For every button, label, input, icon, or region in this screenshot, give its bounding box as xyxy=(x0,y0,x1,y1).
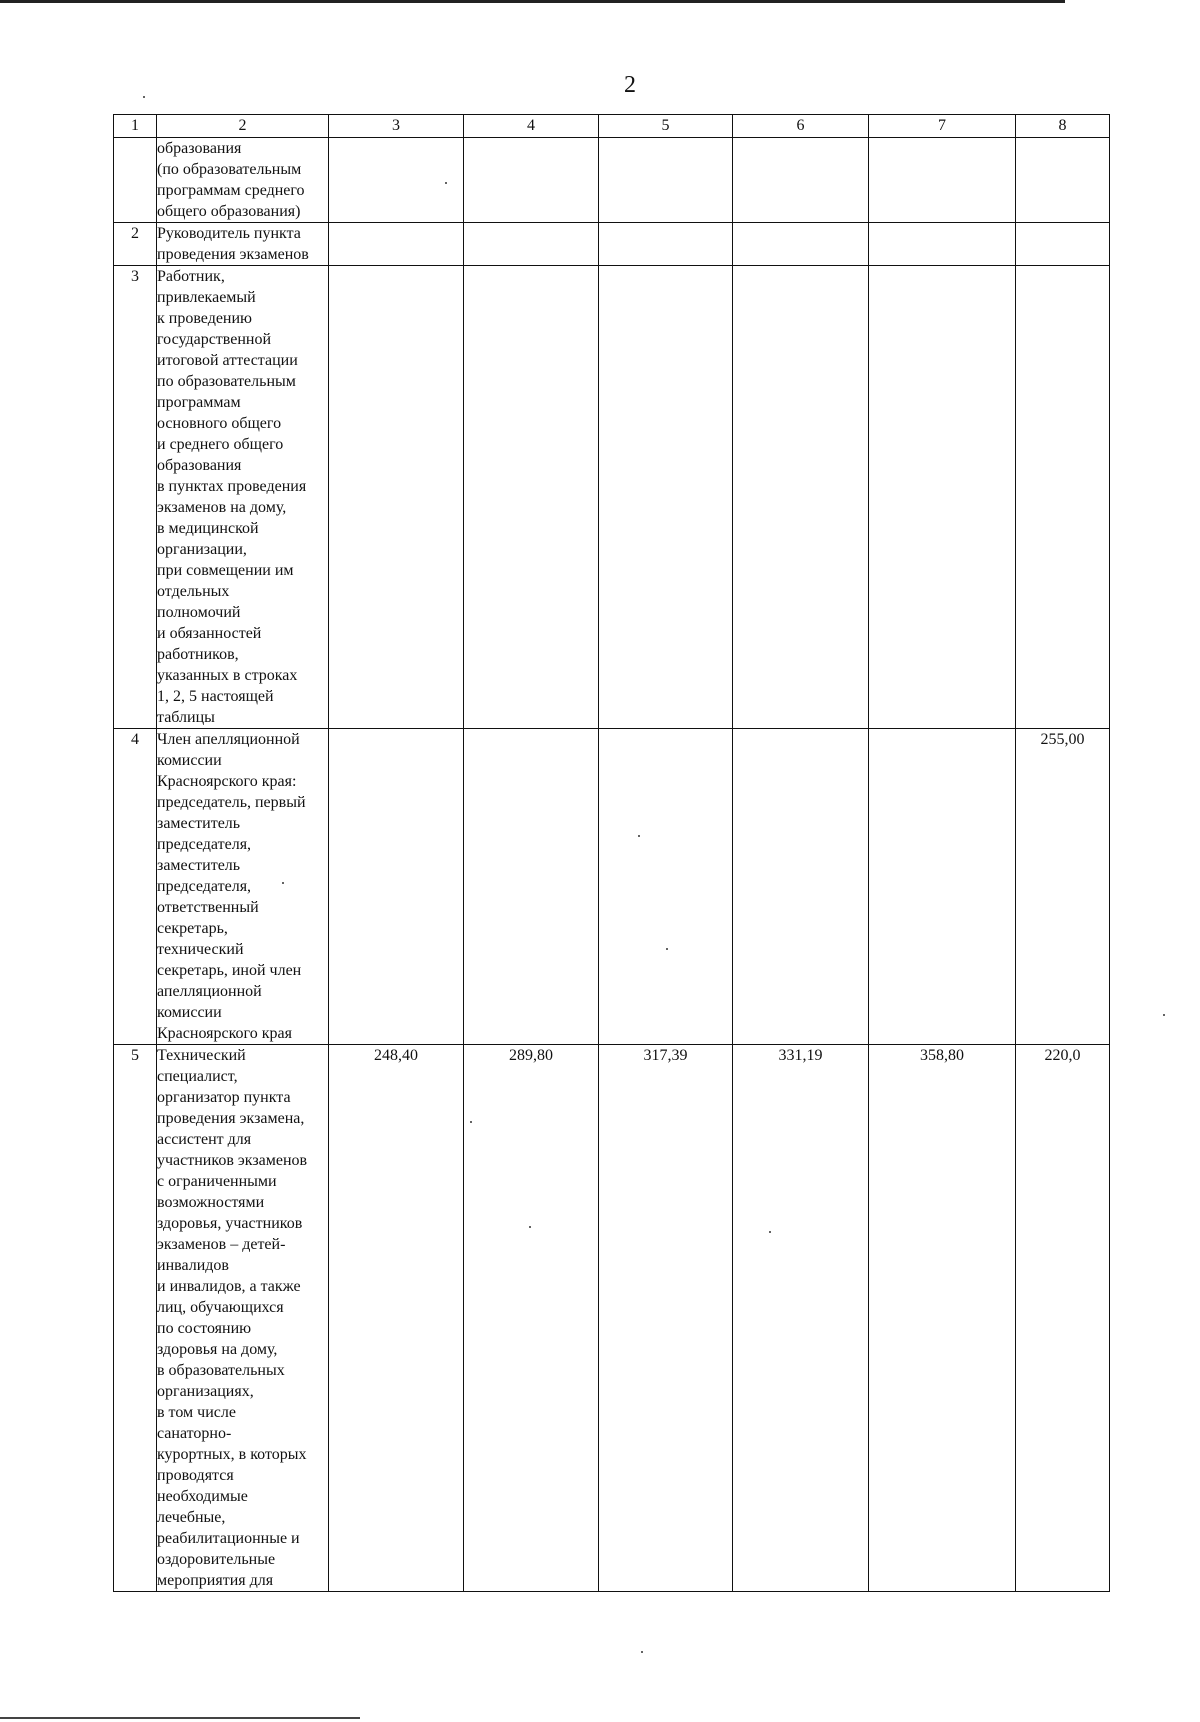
rate-cell-col-5: 317,39 xyxy=(599,1045,733,1592)
rate-cell-col-5 xyxy=(599,729,733,1045)
column-header: 8 xyxy=(1016,115,1110,138)
rate-cell-col-3: 248,40 xyxy=(329,1045,464,1592)
row-number: 2 xyxy=(114,223,157,266)
table-row xyxy=(114,1045,1110,1592)
position-name-line: мероприятия для xyxy=(157,1572,274,1589)
rate-cell-col-6 xyxy=(733,729,869,1045)
position-name-line: комиссии xyxy=(157,752,222,769)
row-number: 4 xyxy=(114,729,157,1045)
scan-top-rule xyxy=(0,0,1065,3)
position-name-line: необходимые xyxy=(157,1488,248,1505)
scan-speck xyxy=(1163,1014,1165,1016)
position-name xyxy=(157,223,329,266)
position-name xyxy=(157,266,329,729)
position-name-line: здоровья на дому, xyxy=(157,1341,278,1358)
position-name-line: проведения экзаменов xyxy=(157,246,309,263)
scan-bottom-rule xyxy=(0,1717,360,1719)
position-name-line: ассистент для xyxy=(157,1131,252,1148)
rate-cell-col-3 xyxy=(329,266,464,729)
position-name-line: специалист, xyxy=(157,1068,238,1085)
position-name-line: организатор пункта xyxy=(157,1089,291,1106)
position-name-line: программам xyxy=(157,394,241,411)
column-header: 4 xyxy=(464,115,599,138)
rate-cell-col-4 xyxy=(464,729,599,1045)
rate-cell-col-5 xyxy=(599,223,733,266)
position-name xyxy=(157,729,329,1045)
position-name-line: участников экзаменов xyxy=(157,1152,308,1169)
position-name-line: инвалидов xyxy=(157,1257,229,1274)
page-number: 2 xyxy=(624,72,636,98)
column-header: 5 xyxy=(599,115,733,138)
position-name-line: указанных в строках xyxy=(157,667,298,684)
position-name-line: секретарь, xyxy=(157,920,228,937)
position-name-line: председатель, первый xyxy=(157,794,306,811)
row-number xyxy=(114,138,157,223)
position-name-line: курортных, в которых xyxy=(157,1446,307,1463)
position-name-line: в медицинской xyxy=(157,520,259,537)
position-name xyxy=(157,138,329,223)
rate-cell-col-8 xyxy=(1016,266,1110,729)
position-name-line: Руководитель пункта xyxy=(157,225,301,242)
position-name-line: в том числе xyxy=(157,1404,236,1421)
table-row xyxy=(114,223,1110,266)
rate-cell-col-4 xyxy=(464,138,599,223)
position-name-line: организациях, xyxy=(157,1383,254,1400)
table-body xyxy=(114,138,1110,1592)
rates-table xyxy=(113,114,1110,1592)
column-header: 2 xyxy=(157,115,329,138)
position-name-line: с ограниченными xyxy=(157,1173,277,1190)
rate-cell-col-4 xyxy=(464,223,599,266)
position-name-line: по состоянию xyxy=(157,1320,252,1337)
position-name-line: проведения экзамена, xyxy=(157,1110,305,1127)
position-name-line: оздоровительные xyxy=(157,1551,276,1568)
position-name-line: экзаменов на дому, xyxy=(157,499,287,516)
scan-speck xyxy=(641,1651,643,1653)
position-name-line: по образовательным xyxy=(157,373,296,390)
position-name-line: заместитель xyxy=(157,815,241,832)
position-name-line: возможностями xyxy=(157,1194,265,1211)
position-name-line: технический xyxy=(157,941,244,958)
position-name-line: полномочий xyxy=(157,604,241,621)
rate-cell-col-7 xyxy=(869,729,1016,1045)
position-name-line: при совмещении им xyxy=(157,562,294,579)
position-name-line: апелляционной xyxy=(157,983,262,1000)
rate-cell-col-3 xyxy=(329,138,464,223)
position-name-line: санаторно- xyxy=(157,1425,232,1442)
position-name-line: и обязанностей xyxy=(157,625,262,642)
position-name-line: в образовательных xyxy=(157,1362,285,1379)
position-name-line: экзаменов – детей- xyxy=(157,1236,286,1253)
position-name-line: работников, xyxy=(157,646,239,663)
rate-cell-col-8: 255,00 xyxy=(1016,729,1110,1045)
position-name-line: программам среднего xyxy=(157,182,305,199)
rate-cell-col-7: 358,80 xyxy=(869,1045,1016,1592)
rate-cell-col-6 xyxy=(733,138,869,223)
rate-cell-col-7 xyxy=(869,266,1016,729)
scan-speck xyxy=(143,96,145,98)
column-header: 1 xyxy=(114,115,157,138)
position-name-line: Красноярского края xyxy=(157,1025,292,1042)
position-name-line: Красноярского края: xyxy=(157,773,297,790)
position-name-line: общего образования) xyxy=(157,203,301,220)
rate-cell-col-8 xyxy=(1016,223,1110,266)
position-name-line: Работник, xyxy=(157,268,225,285)
position-name-line: заместитель xyxy=(157,857,241,874)
position-name-line: и среднего общего xyxy=(157,436,284,453)
column-header: 7 xyxy=(869,115,1016,138)
rate-cell-col-8: 220,0 xyxy=(1016,1045,1110,1592)
position-name-line: образования xyxy=(157,457,242,474)
rate-cell-col-6 xyxy=(733,266,869,729)
column-header: 6 xyxy=(733,115,869,138)
position-name-line: основного общего xyxy=(157,415,282,432)
rate-cell-col-6 xyxy=(733,223,869,266)
table-row xyxy=(114,266,1110,729)
header-row xyxy=(114,115,1110,138)
rate-cell-col-8 xyxy=(1016,138,1110,223)
position-name-line: реабилитационные и xyxy=(157,1530,300,1547)
position-name-line: к проведению xyxy=(157,310,253,327)
row-number: 5 xyxy=(114,1045,157,1592)
position-name-line: проводятся xyxy=(157,1467,234,1484)
column-header: 3 xyxy=(329,115,464,138)
rate-cell-col-7 xyxy=(869,138,1016,223)
position-name-line: председателя, xyxy=(157,878,252,895)
position-name-line: (по образовательным xyxy=(157,161,302,178)
position-name-line: государственной xyxy=(157,331,272,348)
position-name-line: председателя, xyxy=(157,836,252,853)
position-name-line: таблицы xyxy=(157,709,215,726)
position-name-line: лиц, обучающихся xyxy=(157,1299,284,1316)
rate-cell-col-5 xyxy=(599,266,733,729)
table-row xyxy=(114,138,1110,223)
rate-cell-col-3 xyxy=(329,223,464,266)
position-name-line: отдельных xyxy=(157,583,230,600)
position-name-line: и инвалидов, а также xyxy=(157,1278,301,1295)
table-row xyxy=(114,729,1110,1045)
position-name-line: секретарь, иной член xyxy=(157,962,302,979)
rate-cell-col-6: 331,19 xyxy=(733,1045,869,1592)
position-name-line: лечебные, xyxy=(157,1509,226,1526)
position-name-line: здоровья, участников xyxy=(157,1215,303,1232)
position-name-line: ответственный xyxy=(157,899,259,916)
rate-cell-col-5 xyxy=(599,138,733,223)
position-name xyxy=(157,1045,329,1592)
rate-cell-col-4: 289,80 xyxy=(464,1045,599,1592)
position-name-line: Член апелляционной xyxy=(157,731,300,748)
position-name-line: образования xyxy=(157,140,242,157)
position-name-line: организации, xyxy=(157,541,247,558)
rate-cell-col-4 xyxy=(464,266,599,729)
position-name-line: Технический xyxy=(157,1047,246,1064)
position-name-line: привлекаемый xyxy=(157,289,256,306)
rate-cell-col-3 xyxy=(329,729,464,1045)
position-name-line: комиссии xyxy=(157,1004,222,1021)
position-name-line: 1, 2, 5 настоящей xyxy=(157,688,274,705)
rate-cell-col-7 xyxy=(869,223,1016,266)
position-name-line: итоговой аттестации xyxy=(157,352,298,369)
row-number: 3 xyxy=(114,266,157,729)
position-name-line: в пунктах проведения xyxy=(157,478,307,495)
